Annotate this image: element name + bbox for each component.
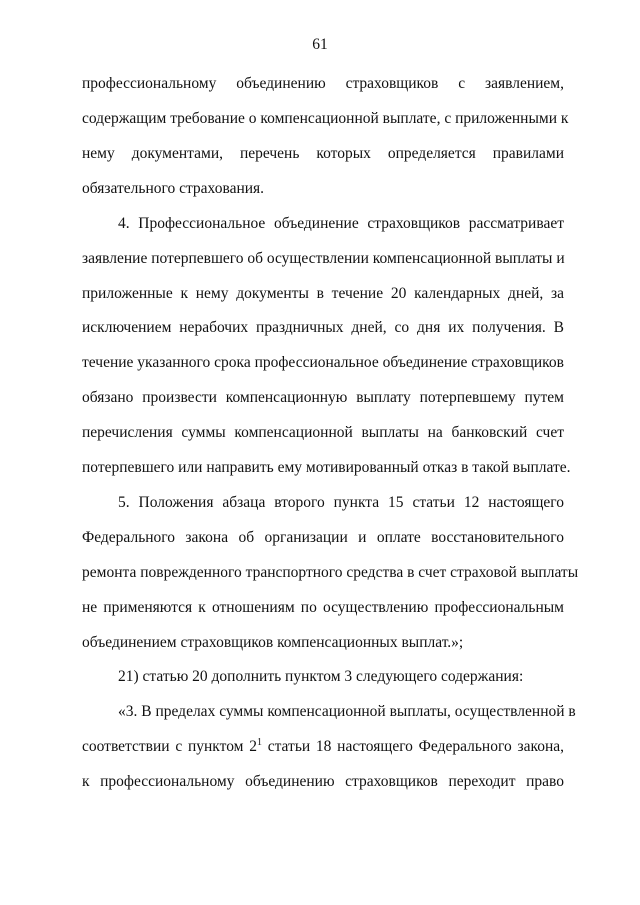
text-line: течение указанного срока профессиональное объединение страховщиков [82,354,564,371]
text-line: нему документами, перечень которых определяется правилами [82,145,564,162]
text-line: исключением нерабочих праздничных дней, со дня их получения. В [82,319,564,336]
text-line: обязательного страхования. [82,180,265,197]
page-number: 61 [312,36,328,53]
text-line: Федерального закона об организации и оплате восстановительного [82,529,564,546]
text-line: потерпевшего или направить ему мотивированный отказ в такой выплате. [82,459,571,476]
text-line: содержащим требование о компенсационной выплате, с приложенными к [82,110,569,127]
text-line [82,737,564,757]
text-line: не применяются к отношениям по осуществлению профессиональным [82,599,564,616]
paragraph-start-line: 21) статью 20 дополнить пунктом 3 следующего содержания: [118,668,524,685]
paragraph-start-line: 4. Профессиональное объединение страховщиков рассматривает [118,215,564,232]
text-fragment: статьи 18 настоящего Федерального закона, [261,738,564,755]
paragraph-start-line: «3. В пределах суммы компенсационной выплаты, осуществленной в [118,703,576,720]
text-line: ремонта поврежденного транспортного средства в счет страховой выплаты [82,564,579,581]
text-fragment: соответствии с пунктом 2 [82,738,257,755]
paragraph-start-line: 5. Положения абзаца второго пункта 15 статьи 12 настоящего [118,494,564,511]
text-line: приложенные к нему документы в течение 20 календарных дней, за [82,285,564,302]
text-line: обязано произвести компенсационную выплату потерпевшему путем [82,389,564,406]
text-line: профессиональному объединению страховщиков с заявлением, [82,75,564,92]
text-line: перечисления суммы компенсационной выплаты на банковский счет [82,424,564,441]
text-line: заявление потерпевшего об осуществлении компенсационной выплаты и [82,250,565,267]
text-line: к профессиональному объединению страховщиков переходит право [82,773,564,790]
text-line: объединением страховщиков компенсационных выплат.»; [82,634,464,651]
superscript: 1 [256,737,262,748]
